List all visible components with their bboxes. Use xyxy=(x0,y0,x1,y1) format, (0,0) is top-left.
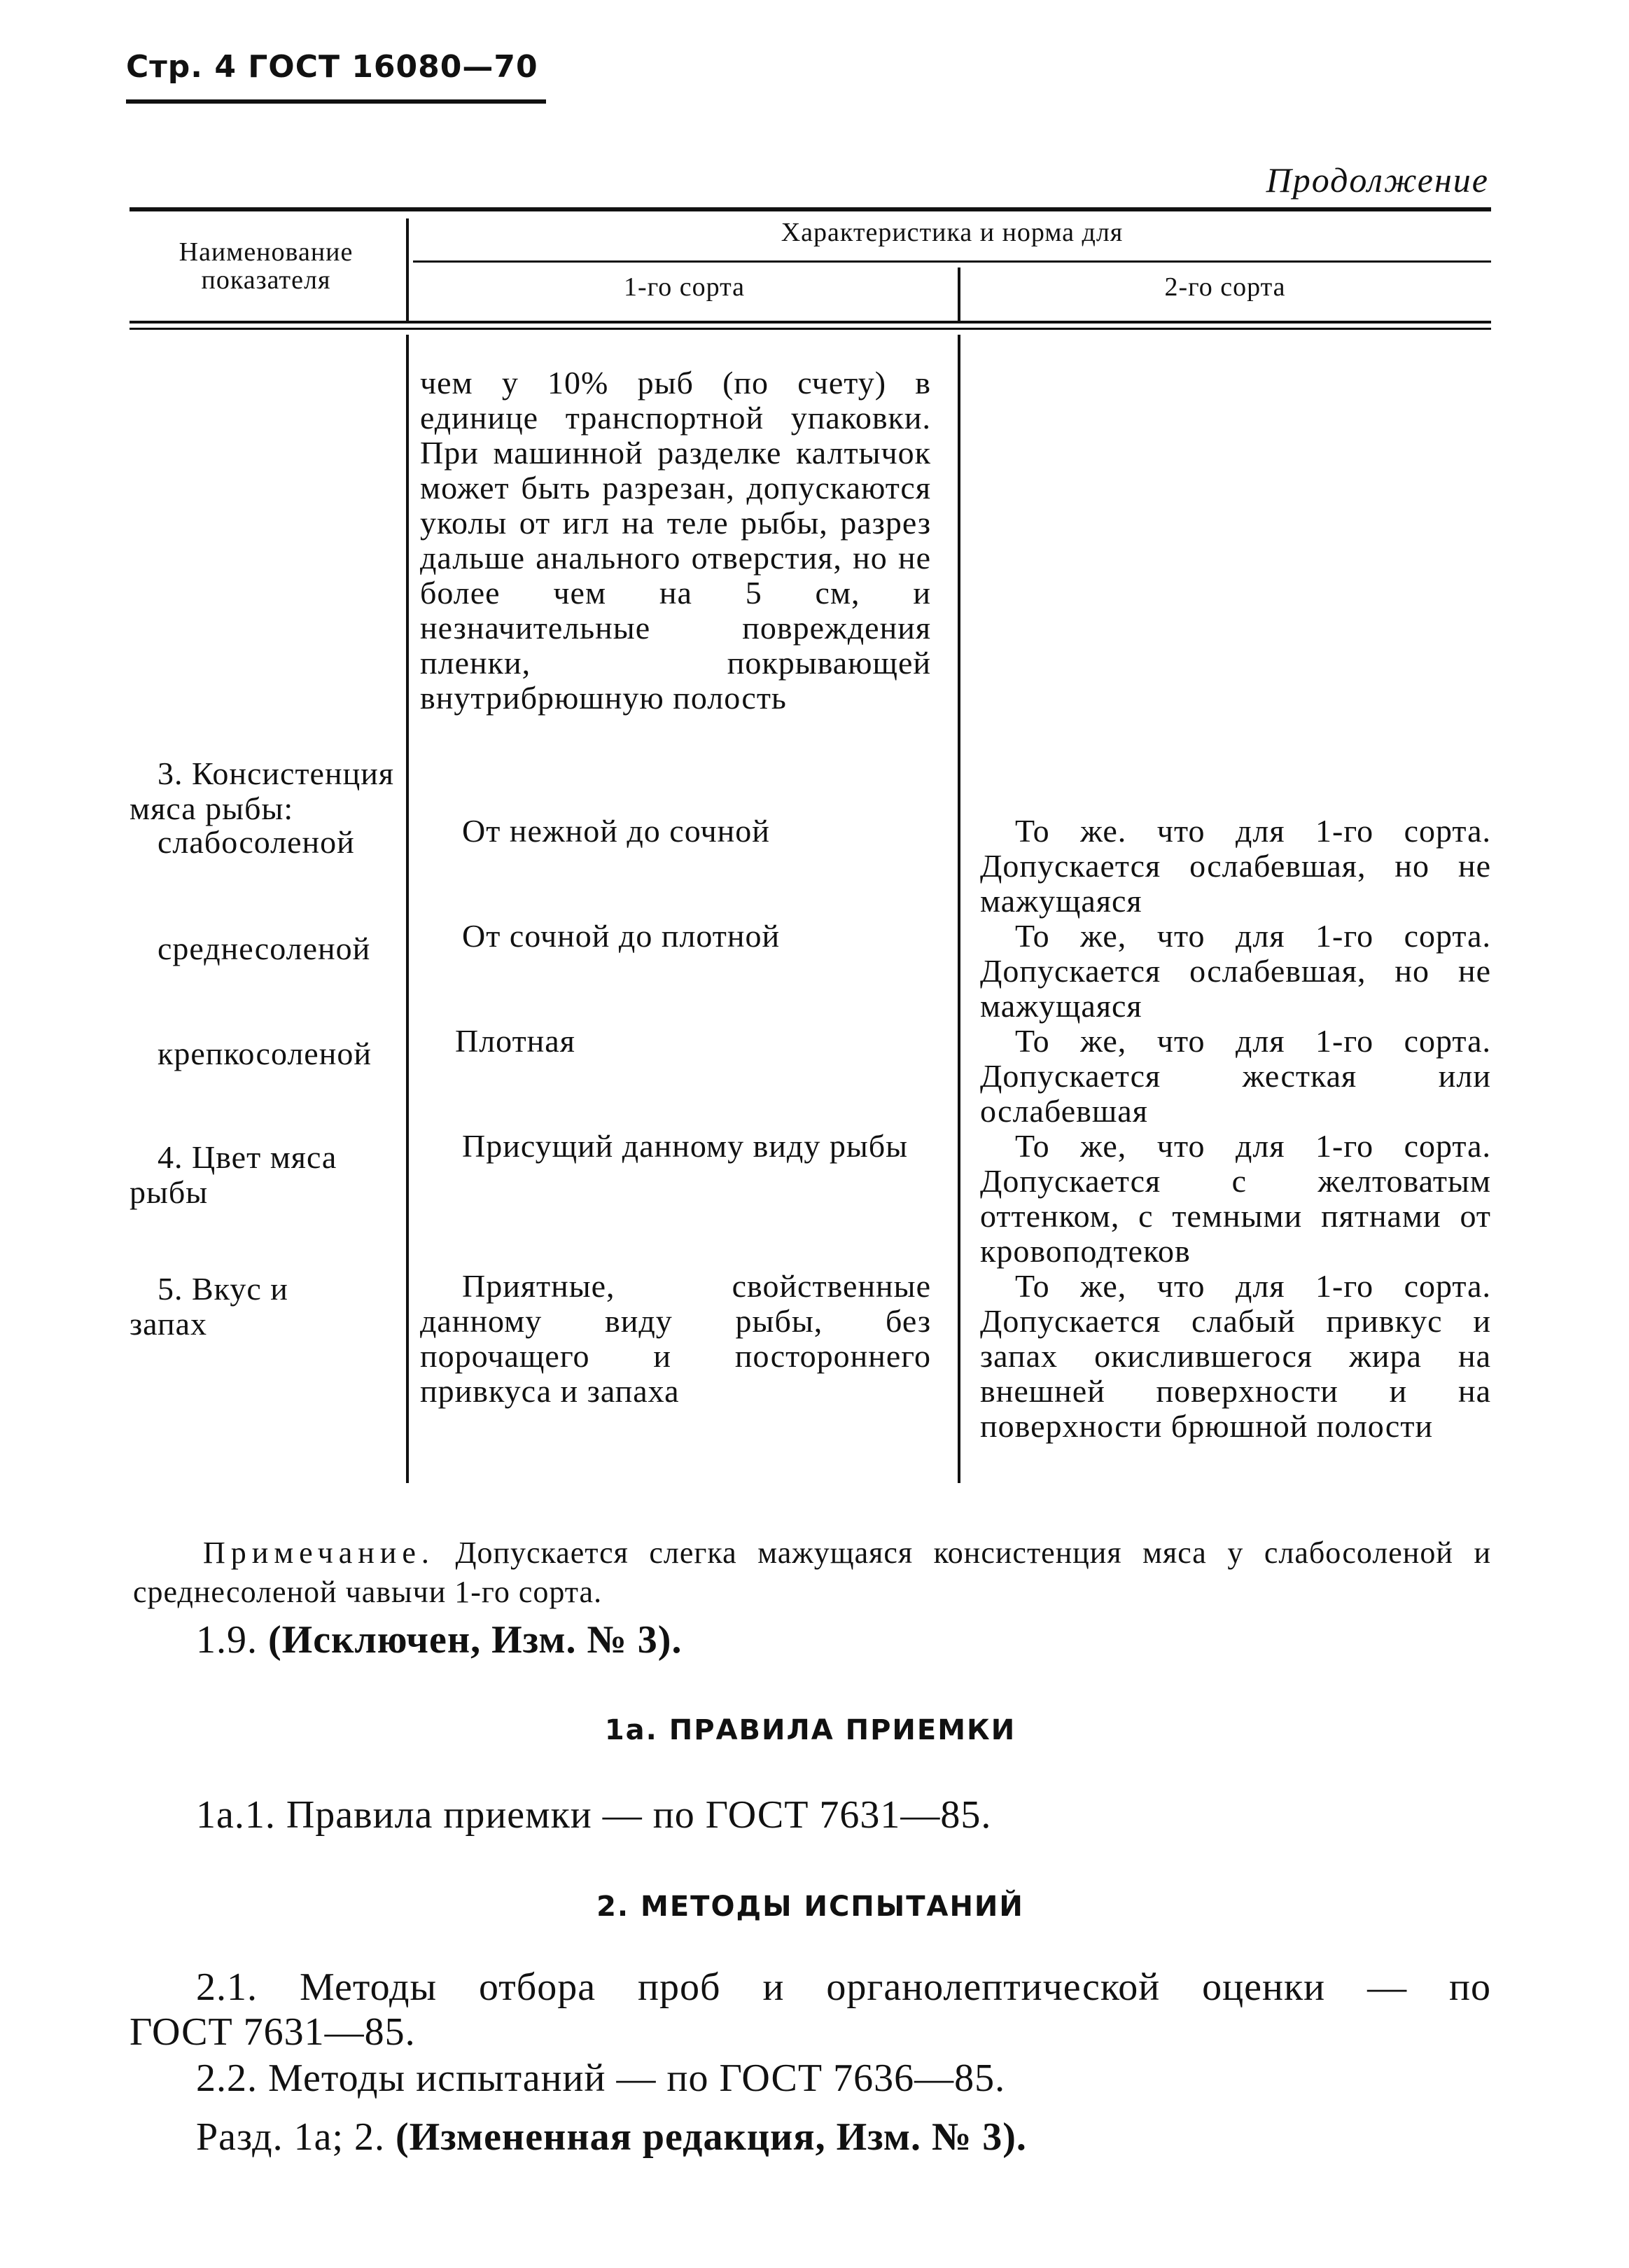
row-2-grade2: То же. что для 1-го сорта. Допускается ослабевшая, но не мажущаяся xyxy=(980,813,1491,919)
row-2-grade1: От нежной до сочной xyxy=(462,813,770,849)
item-1-9-text: (Исключен, Изм. № 3). xyxy=(268,1618,683,1662)
row-3-grade1: От сочной до плотной xyxy=(462,918,781,954)
header-bottom-rule xyxy=(130,321,1491,323)
table-divider-1 xyxy=(406,218,409,322)
header-rule xyxy=(126,99,546,104)
note-label: Примечание. xyxy=(203,1536,435,1570)
header-sub-rule xyxy=(413,260,1491,263)
row-5-grade1: Присущий данному виду рыбы xyxy=(462,1128,909,1164)
section-2-p3-bold: (Измененная редакция, Изм. № 3). xyxy=(396,2115,1027,2159)
table-divider-1-body xyxy=(406,335,409,1483)
item-1-9 xyxy=(196,1617,682,1662)
section-2-p3 xyxy=(196,2115,1027,2159)
continued-label: Продолжение xyxy=(1266,160,1489,200)
section-2-p1-line1: 2.1. Методы отбора проб и органолептической оценки — по xyxy=(196,1966,1491,2009)
row-5-name: 4. Цвет мяса рыбы xyxy=(130,1139,337,1210)
section-2-heading: 2. МЕТОДЫ ИСПЫТАНИЙ xyxy=(596,1891,1024,1923)
col-name-header: Наименование показателя xyxy=(179,237,354,295)
page-header: Стр. 4 ГОСТ 16080—70 xyxy=(126,49,538,85)
section-2-p1-line2: ГОСТ 7631—85. xyxy=(130,2010,416,2054)
row-3-name: среднесоленой xyxy=(158,931,371,966)
row-6-grade2: То же, что для 1-го сорта. Допускается слабый привкус и запах окислившегося жира на внешней поверхности и на поверхности брюшной полости xyxy=(980,1268,1491,1444)
row-4-grade2: То же, что для 1-го сорта. Допускается жесткая или ослабевшая xyxy=(980,1023,1491,1129)
row-4-name: крепкосоленой xyxy=(158,1036,372,1071)
row-0-grade1: чем у 10% рыб (по счету) в единице транспортной упаковки. При машинной разделке калтычок может быть разрезан, допускаются уколы от игл на теле рыбы, разрез дальше анального отверстия, но не более чем на 5 см, и незначительные повреждения пленки, покрывающей внутрибрюшную полость xyxy=(420,365,931,716)
item-1-9-number: 1.9. xyxy=(196,1618,258,1662)
header-bottom-rule-2 xyxy=(130,328,1491,330)
col-grade2-header: 2-го сорта xyxy=(1164,272,1286,302)
section-2-p2: 2.2. Методы испытаний — по ГОСТ 7636—85. xyxy=(196,2057,1006,2100)
row-6-grade1: Приятные, свойственные данному виду рыбы, без порочащего и постороннего привкуса и запаха xyxy=(420,1268,931,1409)
col-grade1-header: 1-го сорта xyxy=(623,272,746,302)
row-1-name: 3. Консистенция мяса рыбы: xyxy=(130,756,394,826)
row-4-grade1: Плотная xyxy=(455,1023,575,1059)
table-divider-2-body xyxy=(958,335,960,1483)
section-1a-heading: 1а. ПРАВИЛА ПРИЕМКИ xyxy=(604,1714,1016,1746)
note-text: Допускается слегка мажущаяся консистенция мяса у слабосоленой и среднесоленой чавычи 1-го сорта. xyxy=(133,1536,1491,1609)
row-6-name: 5. Вкус и запах xyxy=(130,1271,288,1342)
row-3-grade2: То же, что для 1-го сорта. Допускается ослабевшая, но не мажущаяся xyxy=(980,918,1491,1024)
table-divider-2 xyxy=(958,267,960,322)
section-1a-p1: 1а.1. Правила приемки — по ГОСТ 7631—85. xyxy=(196,1793,992,1837)
col-characteristics-header: Характеристика и норма для xyxy=(781,218,1124,247)
table-note xyxy=(133,1533,1491,1612)
row-2-name: слабосоленой xyxy=(158,824,355,860)
section-2-p3-prefix: Разд. 1а; 2. xyxy=(196,2115,386,2159)
table-top-rule xyxy=(130,207,1491,211)
row-5-grade2: То же, что для 1-го сорта. Допускается с желтоватым оттенком, с темными пятнами от кровоподтеков xyxy=(980,1128,1491,1269)
